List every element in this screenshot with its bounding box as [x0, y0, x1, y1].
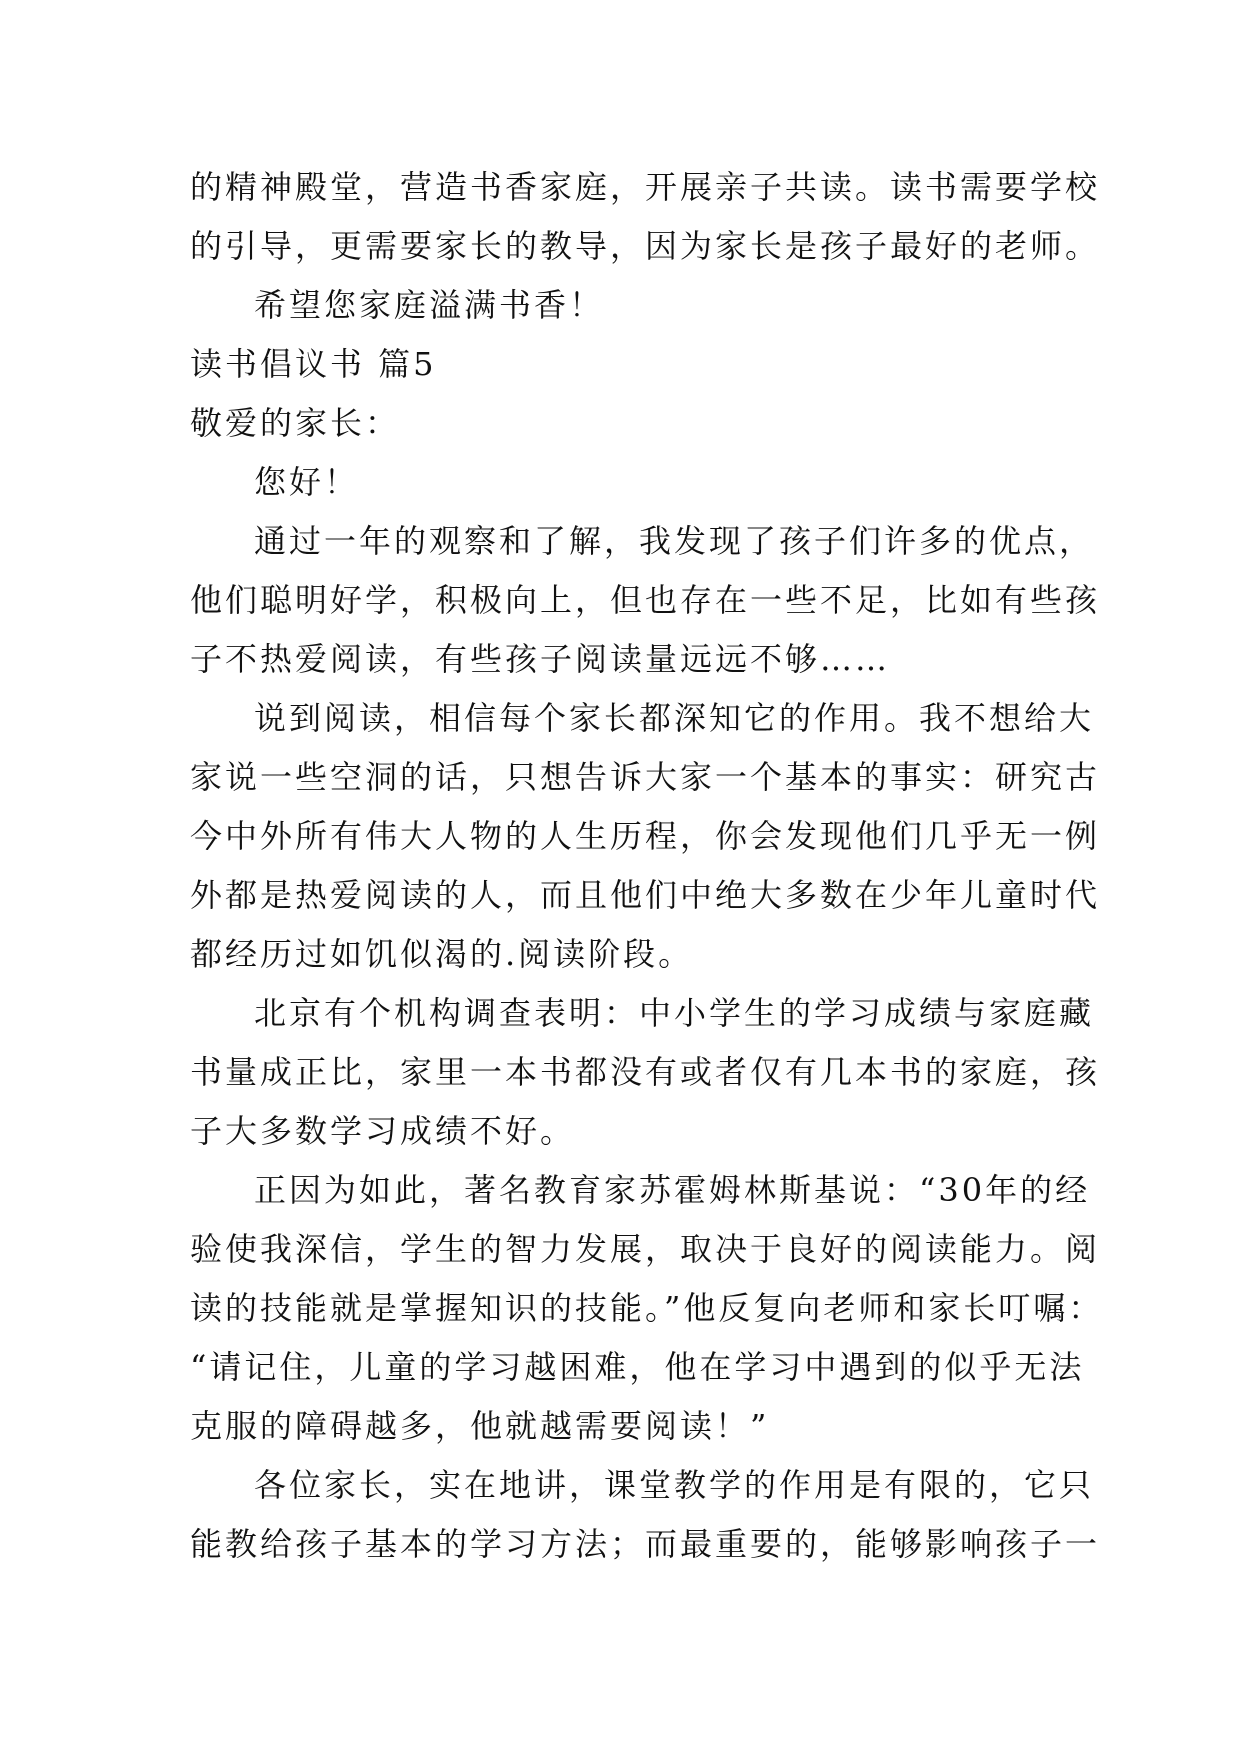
text-line: 各位家长，实在地讲，课堂教学的作用是有限的，它只	[254, 1466, 1095, 1504]
text-line: 他们聪明好学，积极向上，但也存在一些不足，比如有些孩	[190, 581, 1101, 619]
section-heading: 读书倡议书 篇5	[190, 345, 437, 383]
text-line: 希望您家庭溢满书香！	[254, 286, 605, 324]
salutation: 敬爱的家长：	[190, 404, 401, 442]
text-line: 的引导，更需要家长的教导，因为家长是孩子最好的老师。	[190, 227, 1101, 265]
text-line: 子不热爱阅读，有些孩子阅读量远远不够……	[190, 640, 891, 678]
text-line: “请记住，儿童的学习越困难，他在学习中遇到的似乎无法	[190, 1348, 1085, 1386]
text-line: 正因为如此，著名教育家苏霍姆林斯基说：“30年的经	[254, 1171, 1091, 1209]
text-line: 通过一年的观察和了解，我发现了孩子们许多的优点，	[254, 522, 1095, 560]
text-line: 北京有个机构调查表明：中小学生的学习成绩与家庭藏	[254, 994, 1095, 1032]
document-body	[190, 158, 1104, 1574]
text-line: 克服的障碍越多，他就越需要阅读！”	[190, 1407, 770, 1445]
text-line: 验使我深信，学生的智力发展，取决于良好的阅读能力。阅	[190, 1230, 1101, 1268]
text-line: 家说一些空洞的话，只想告诉大家一个基本的事实：研究古	[190, 758, 1101, 796]
text-line: 今中外所有伟大人物的人生历程，你会发现他们几乎无一例	[190, 817, 1101, 855]
text-line: 的精神殿堂，营造书香家庭，开展亲子共读。读书需要学校	[190, 168, 1101, 206]
text-line: 外都是热爱阅读的人，而且他们中绝大多数在少年儿童时代	[190, 876, 1101, 914]
text-line: 读的技能就是掌握知识的技能。”他反复向老师和家长叮嘱：	[190, 1289, 1104, 1327]
text-line: 能教给孩子基本的学习方法；而最重要的，能够影响孩子一	[190, 1525, 1101, 1563]
text-line: 子大多数学习成绩不好。	[190, 1112, 576, 1150]
text-line: 说到阅读，相信每个家长都深知它的作用。我不想给大	[254, 699, 1095, 737]
text-line: 书量成正比，家里一本书都没有或者仅有几本书的家庭，孩	[190, 1053, 1101, 1091]
greeting: 您好！	[254, 463, 360, 501]
text-line: 都经历过如饥似渴的.阅读阶段。	[190, 935, 694, 973]
